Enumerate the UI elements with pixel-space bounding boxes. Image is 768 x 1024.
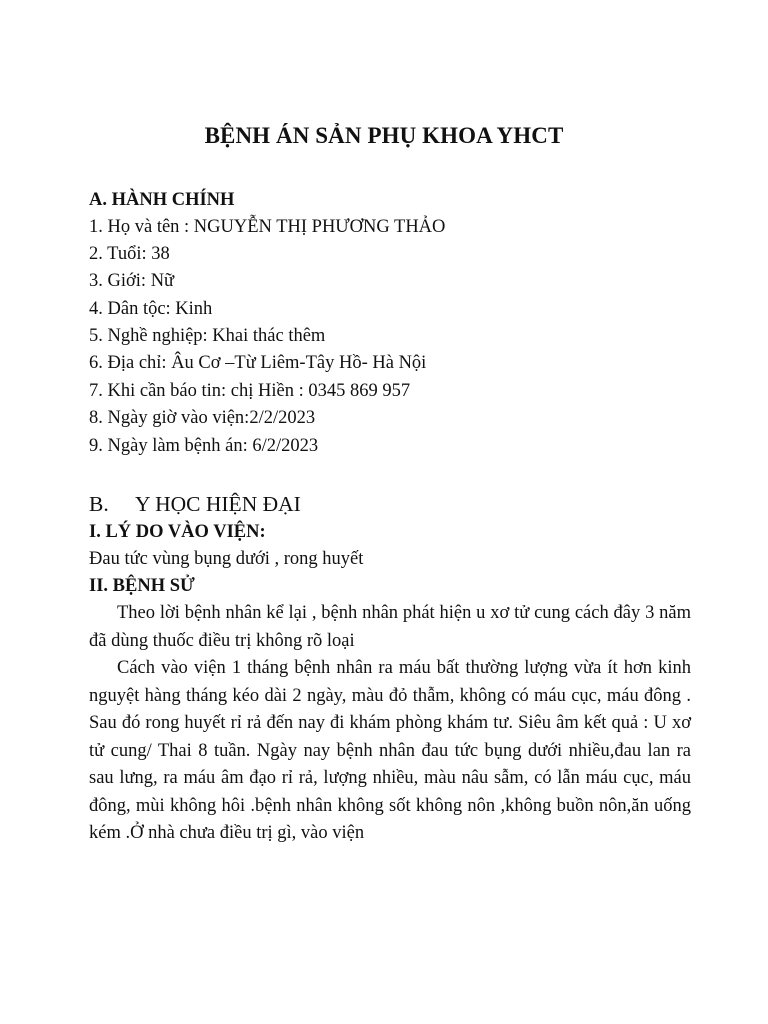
admin-item-admission-date: 8. Ngày giờ vào viện:2/2/2023 <box>89 408 316 428</box>
history-heading: II. BỆNH SỬ <box>89 576 195 596</box>
admin-item-ethnicity: 4. Dân tộc: Kinh <box>89 299 213 319</box>
history-paragraph-2: Cách vào viện 1 tháng bệnh nhân ra máu bất thường lượng vừa ít hơn kinh nguyệt hàng tháng kéo dài 2 ngày, màu đỏ thẫm, không có máu cục, máu đông . Sau đó rong huyết rỉ rả đến nay đi khám phòng khám tư. Siêu âm kết quả : U xơ tử cung/ Thai 8 tuần. Ngày nay bệnh nhân đau tức bụng dưới nhiều,đau lan ra sau lưng, ra máu âm đạo rỉ rả, lượng nhiều, màu nâu sẫm, có lẫn máu cục, máu đông, mùi không hôi .bệnh nhân không sốt không nôn ,không buồn nôn,ăn uống kém .Ở nhà chưa điều trị gì, vào viện <box>89 658 691 843</box>
admin-item-gender: 3. Giới: Nữ <box>89 271 175 291</box>
admin-heading: A. HÀNH CHÍNH <box>89 190 235 210</box>
admin-item-address: 6. Địa chỉ: Âu Cơ –Từ Liêm-Tây Hồ- Hà Nội <box>89 353 427 373</box>
admin-item-record-date: 9. Ngày làm bệnh án: 6/2/2023 <box>89 436 319 456</box>
admin-item-occupation: 5. Nghề nghiệp: Khai thác thêm <box>89 326 326 346</box>
history-paragraph-1: Theo lời bệnh nhân kể lại , bệnh nhân phát hiện u xơ tử cung cách đây 3 năm đã dùng thuốc điều trị không rõ loại <box>89 603 691 651</box>
document-title: BỆNH ÁN SẢN PHỤ KHOA YHCT <box>204 123 564 148</box>
section-b-heading <box>89 489 301 519</box>
admin-item-age: 2. Tuổi: 38 <box>89 244 170 264</box>
reason-heading: I. LÝ DO VÀO VIỆN: <box>89 522 266 542</box>
section-b-title: Y HỌC HIỆN ĐẠI <box>135 492 301 516</box>
section-b-letter: B. <box>89 492 109 516</box>
reason-text: Đau tức vùng bụng dưới , rong huyết <box>89 549 364 569</box>
admin-item-contact: 7. Khi cần báo tin: chị Hiền : 0345 869 957 <box>89 381 411 401</box>
admin-item-name: 1. Họ và tên : NGUYỄN THỊ PHƯƠNG THẢO <box>89 217 446 237</box>
